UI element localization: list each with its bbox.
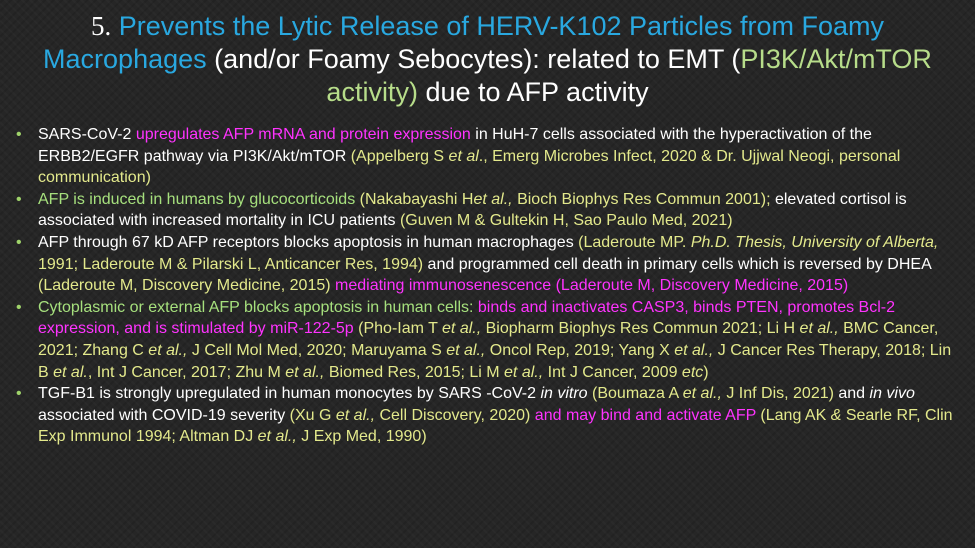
bullet-text-segment: et al., (504, 363, 544, 381)
bullet-text-segment: , Int J Cancer, 2017; Zhu M (87, 363, 286, 381)
bullet-text-segment: BMC Cancer, 2021; Zhang C (38, 320, 939, 359)
bullet-dot-icon: • (16, 126, 22, 143)
bullet-text-segment: binds and inactivates CASP3, binds PTEN, promotes Bcl-2 expression, and is stimulated by miR-122-5p (38, 298, 895, 338)
bullet-text-segment: ., Emerg Microbes Infect, 2020 & Dr. Ujjwal Neogi, personal communication) (38, 147, 901, 187)
bullet-text-segment: Cell Discovery, 2020) (375, 406, 535, 424)
bullet-text-segment: Biopharm Biophys Res Commun 2021; Li H (481, 320, 800, 338)
bullet-text-segment: (Lang AK (755, 406, 831, 424)
title-part-4: due to AFP activity (425, 77, 649, 107)
bullet-text-segment: (Nakabayashi H (359, 190, 474, 208)
bullet-text-segment: and (833, 385, 870, 403)
bullet-dot-icon: • (16, 385, 22, 403)
bullet-text-segment: et al (448, 147, 479, 165)
bullet-text-segment: J Cell Mol Med, 2020; Maruyama S (187, 341, 447, 359)
bullet-dot-icon: • (16, 298, 22, 316)
bullet-text-segment: J Exp Med, 1990) (296, 428, 427, 446)
title-part-2: (and/or Foamy Sebocytes): related to EMT ( (214, 44, 741, 74)
bullet-text-segment: SARS-CoV-2 (38, 126, 136, 143)
bullet-dot-icon: • (16, 190, 22, 208)
title-part-1: Prevents the Lytic Release of HERV-K102 Particles from Foamy Macrophages (43, 11, 885, 74)
bullet-text-segment: mediating immunosenescence (Laderoute M, Discovery Medicine, 2015) (335, 277, 849, 295)
bullet-text-segment: 1991; Laderoute M & Pilarski L, Anticancer Res, 1994) (38, 255, 424, 273)
bullet-text-segment: Biomed Res, 2015; Li M (324, 363, 505, 381)
bullet-text-segment: et al., (257, 428, 297, 446)
bullet-text-segment: & (830, 406, 842, 424)
bullet-text-segment: in HuH-7 cells associated with the hyperactivation of the ERBB2/EGFR pathway via PI3K/Akt/mTOR (38, 126, 872, 165)
bullet-item (16, 189, 961, 232)
bullet-text-segment: AFP is induced in humans by glucocorticoids (38, 190, 360, 208)
bullet-text-segment: and programmed cell death in primary cells which is reversed by DHEA (423, 255, 931, 273)
bullet-text-segment: J Cancer Res Therapy, 2018; Lin B (38, 341, 952, 381)
bullet-text-segment: elevated cortisol is associated with increased mortality in ICU patients (38, 190, 907, 230)
bullet-text-segment: Searle RF, Clin Exp Immunol 1994; Altman DJ (38, 406, 953, 446)
bullet-item (16, 297, 961, 383)
bullet-text-segment: et al., (442, 320, 482, 338)
bullet-text-segment: in vitro (540, 385, 588, 403)
bullet-text-segment: et al., (335, 406, 376, 424)
bullet-text-segment: (Boumaza A (587, 385, 683, 403)
title-number: 5. (90, 11, 112, 41)
bullet-text-segment: et al., (682, 385, 722, 403)
bullet-text-segment: TGF-B1 is strongly upregulated in human monocytes by SARS -CoV-2 (38, 385, 541, 403)
bullet-text-segment: (Laderoute M, Discovery Medicine, 2015) (38, 277, 336, 295)
bullet-text-segment: Cytoplasmic or external AFP blocks apoptosis in human cells: (38, 298, 478, 316)
bullet-text-segment: Int J Cancer, 2009 (543, 363, 682, 381)
slide-title (20, 10, 955, 109)
bullet-item (16, 124, 961, 189)
bullet-text-segment: (Pho-Iam T (353, 320, 443, 338)
bullet-item (16, 232, 961, 297)
bullet-text-segment: J Inf Dis, 2021) (721, 385, 834, 403)
bullet-dot-icon: • (16, 233, 22, 251)
bullet-text-segment: et al., (285, 363, 325, 381)
bullet-text-segment: and may bind and activate AFP (534, 406, 756, 424)
bullet-text-segment: et al., (446, 341, 486, 359)
bullet-text-segment: etc (681, 363, 704, 381)
bullet-text-segment: et al., (148, 341, 188, 359)
bullet-text-segment: AFP through 67 kD AFP receptors blocks apoptosis in human macrophages (38, 233, 579, 251)
title-part-3: PI3K/Akt/mTOR activity) (326, 44, 932, 107)
bullet-text-segment: Oncol Rep, 2019; Yang X (485, 341, 675, 359)
bullet-text-segment: et al., (799, 320, 839, 338)
bullet-text-segment: in vivo (869, 385, 915, 403)
bullet-text-segment: (Guven M & Gultekin H, Sao Paulo Med, 2021) (399, 212, 733, 230)
bullet-text-segment: et al., (674, 341, 714, 359)
bullet-text-segment: Ph.D. Thesis, University of Alberta, (690, 233, 939, 251)
bullet-item (16, 383, 961, 448)
bullet-text-segment: (Laderoute MP. (578, 233, 691, 251)
bullet-text-segment: et al. (53, 363, 88, 381)
bullet-text-segment: upregulates AFP mRNA and protein expression (135, 126, 476, 143)
bullet-text-segment: et al., (473, 190, 513, 208)
bullet-text-segment: ) (703, 363, 709, 381)
bullet-text-segment: (Appelberg S (350, 147, 449, 165)
bullet-text-segment: associated with COVID-19 severity (38, 406, 290, 424)
bullet-text-segment: (Xu G (289, 406, 336, 424)
bullet-list (16, 124, 961, 448)
bullet-text-segment: Bioch Biophys Res Commun 2001); (512, 190, 771, 208)
